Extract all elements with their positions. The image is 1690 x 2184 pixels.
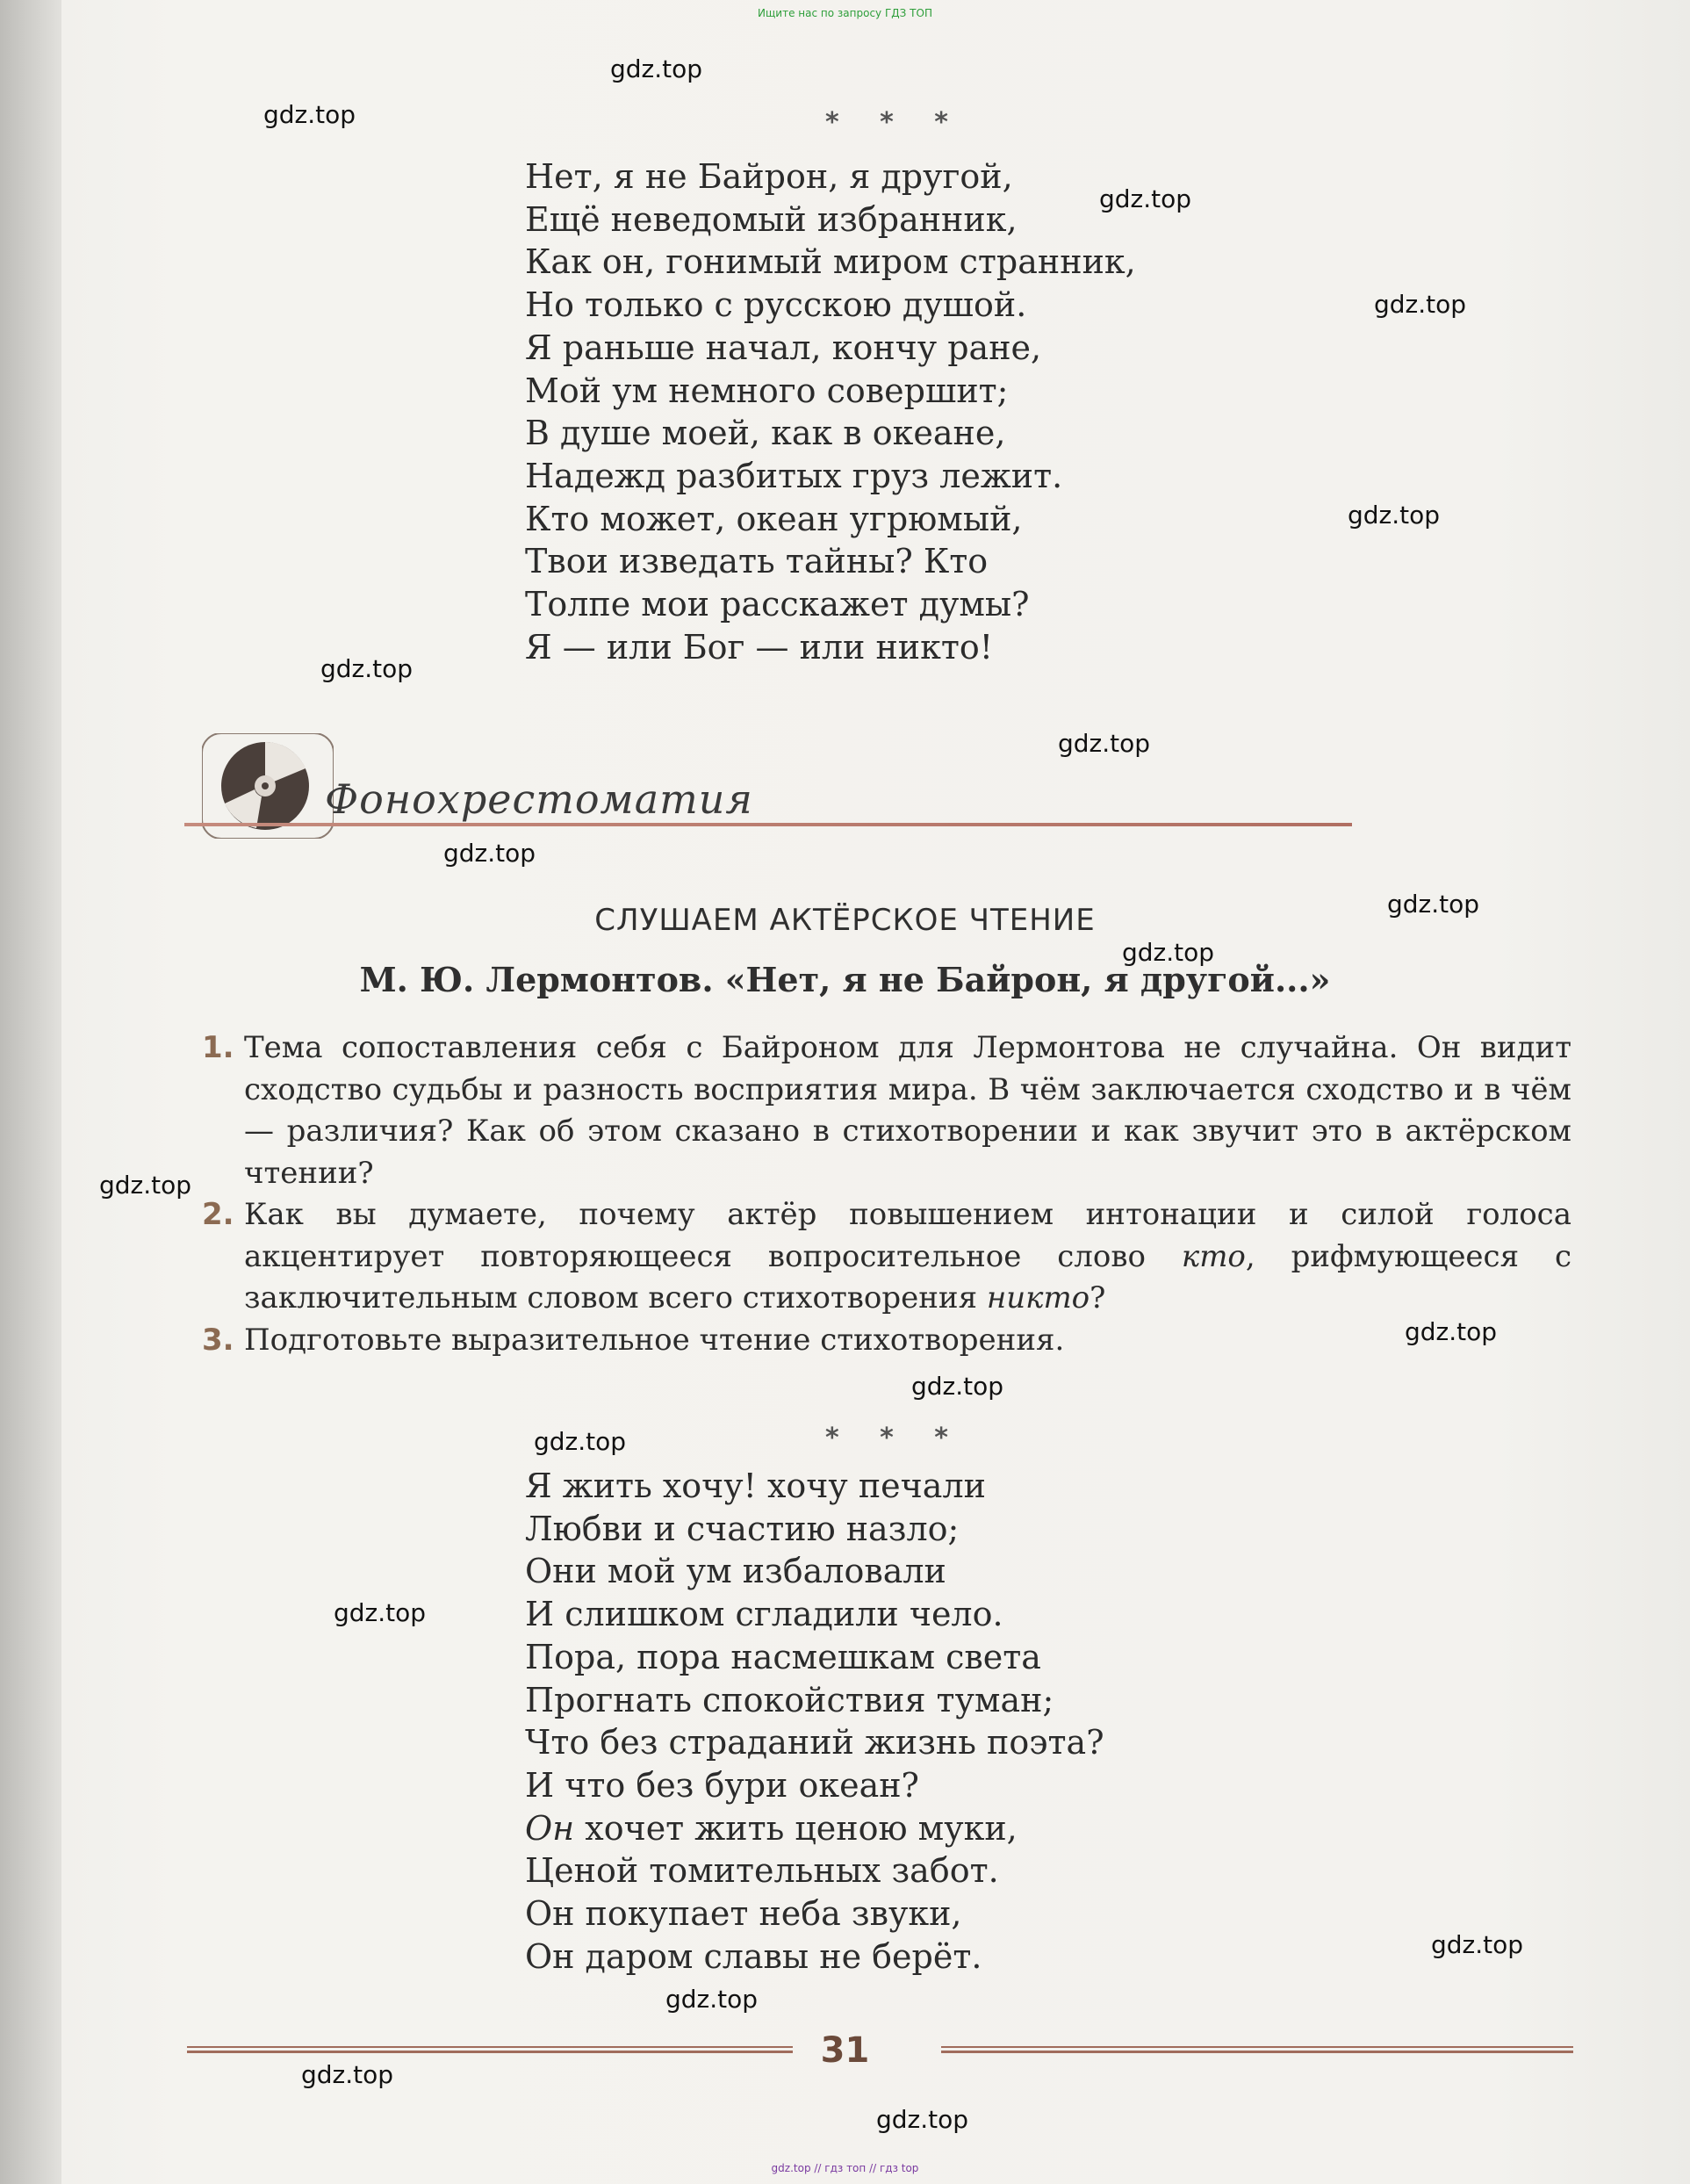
poem-line: Я — или Бог — или никто! — [525, 627, 994, 667]
page-number: 31 — [820, 2030, 870, 2071]
watermark: gdz.top — [876, 2105, 969, 2134]
poem-line: Я раньше начал, кончу ране, — [525, 328, 1042, 367]
watermark: gdz.top — [263, 100, 356, 129]
poem-line: Любви и счастию назло; — [525, 1509, 960, 1548]
watermark: gdz.top — [1431, 1930, 1524, 1959]
poem-separator-stars: * * * — [825, 107, 964, 138]
watermark: gdz.top — [1058, 729, 1151, 758]
question-number: 3. — [202, 1323, 234, 1358]
watermark: gdz.top — [534, 1427, 627, 1456]
book-spine-shadow — [0, 0, 61, 2184]
watermark: gdz.top — [1099, 184, 1192, 213]
poem-zhit-hochu — [525, 1465, 1104, 1978]
listen-heading: СЛУШАЕМ АКТЁРСКОЕ ЧТЕНИЕ — [594, 903, 1096, 938]
poem-separator-stars: * * * — [825, 1423, 964, 1453]
watermark: gdz.top — [334, 1598, 427, 1627]
watermark: gdz.top — [1374, 290, 1467, 319]
poem-line: Прогнать спокойствия туман; — [525, 1680, 1054, 1719]
question-2 — [202, 1194, 1571, 1321]
question-1 — [202, 1027, 1571, 1194]
work-heading: М. Ю. Лермонтов. «Нет, я не Байрон, я другой...» — [359, 960, 1331, 999]
banner-rule — [184, 823, 1352, 826]
poem-line: И слишком сгладили чело. — [525, 1595, 1003, 1634]
watermark: gdz.top — [610, 54, 703, 83]
poem-line: Он покупает неба звуки, — [525, 1894, 962, 1934]
poem-line: Что без страданий жизнь поэта? — [525, 1723, 1104, 1762]
watermark: gdz.top — [99, 1171, 192, 1200]
question-number: 1. — [202, 1030, 234, 1065]
phono-anthology-banner — [184, 733, 1352, 839]
watermark: gdz.top — [1387, 890, 1480, 919]
poem-line: В душе моей, как в океане, — [525, 414, 1006, 453]
poem-line: Он даром славы не берёт. — [525, 1936, 982, 1976]
poem-line: Надежд разбитых груз лежит. — [525, 456, 1063, 495]
header-note[interactable]: Ищите нас по запросу ГДЗ ТОП — [758, 7, 932, 19]
footer-note[interactable]: gdz.top // гдз топ // гдз top — [771, 2162, 919, 2174]
question-text: Тема сопоставления себя с Байроном для Лермонтова не случайна. Он видит сходство судьбы и разность восприятия мира. В чём заключается сходство и в чём — различия? Как об этом сказано в стихотворении и как звучит это в актёрском чтении? — [244, 1030, 1571, 1191]
poem-line: Твои изведать тайны? Кто — [525, 542, 989, 581]
italic-word-kto: кто — [1181, 1238, 1246, 1274]
poem-line: Но только с русскою душой. — [525, 285, 1027, 325]
italic-word-nikto: никто — [986, 1280, 1090, 1315]
poem-line: Толпе мои расскажет думы? — [525, 585, 1030, 624]
banner-title: Фонохрестоматия — [325, 775, 753, 823]
poem-line: Он хочет жить ценою муки, — [525, 1808, 1018, 1848]
watermark: gdz.top — [1405, 1317, 1498, 1346]
watermark: gdz.top — [911, 1372, 1004, 1401]
poem-line: И что без бури океан? — [525, 1765, 919, 1805]
question-3 — [202, 1320, 1571, 1362]
watermark: gdz.top — [1122, 938, 1215, 967]
poem-line: Я жить хочу! хочу печали — [525, 1467, 986, 1505]
poem-line: Как он, гонимый миром странник, — [525, 242, 1136, 282]
poem-line: Ценой томительных забот. — [525, 1851, 999, 1891]
question-text: Как вы думаете, почему актёр повышением интонации и силой голоса акцентирует повторяющееся вопросительное слово кто, рифмующееся с заключительным словом всего стихотворения никто? — [244, 1197, 1571, 1315]
poem-line: Они мой ум избаловали — [525, 1552, 946, 1591]
poem-line: Пора, пора насмешкам света — [525, 1637, 1041, 1676]
poem-line: Нет, я не Байрон, я другой, — [525, 157, 1013, 196]
watermark: gdz.top — [443, 839, 536, 868]
watermark: gdz.top — [665, 1985, 759, 2014]
poem-line: Кто может, океан угрюмый, — [525, 499, 1023, 538]
watermark: gdz.top — [1348, 501, 1441, 530]
poem-line: Мой ум немного совершит; — [525, 371, 1009, 410]
watermark: gdz.top — [301, 2060, 394, 2089]
poem-line: Ещё неведомый избранник, — [525, 199, 1018, 239]
watermark: gdz.top — [320, 654, 414, 683]
poem-byron — [525, 155, 1136, 668]
italic-word-on: Он — [525, 1808, 575, 1848]
question-text: Подготовьте выразительное чтение стихотворения. — [244, 1323, 1065, 1358]
question-number: 2. — [202, 1197, 234, 1232]
